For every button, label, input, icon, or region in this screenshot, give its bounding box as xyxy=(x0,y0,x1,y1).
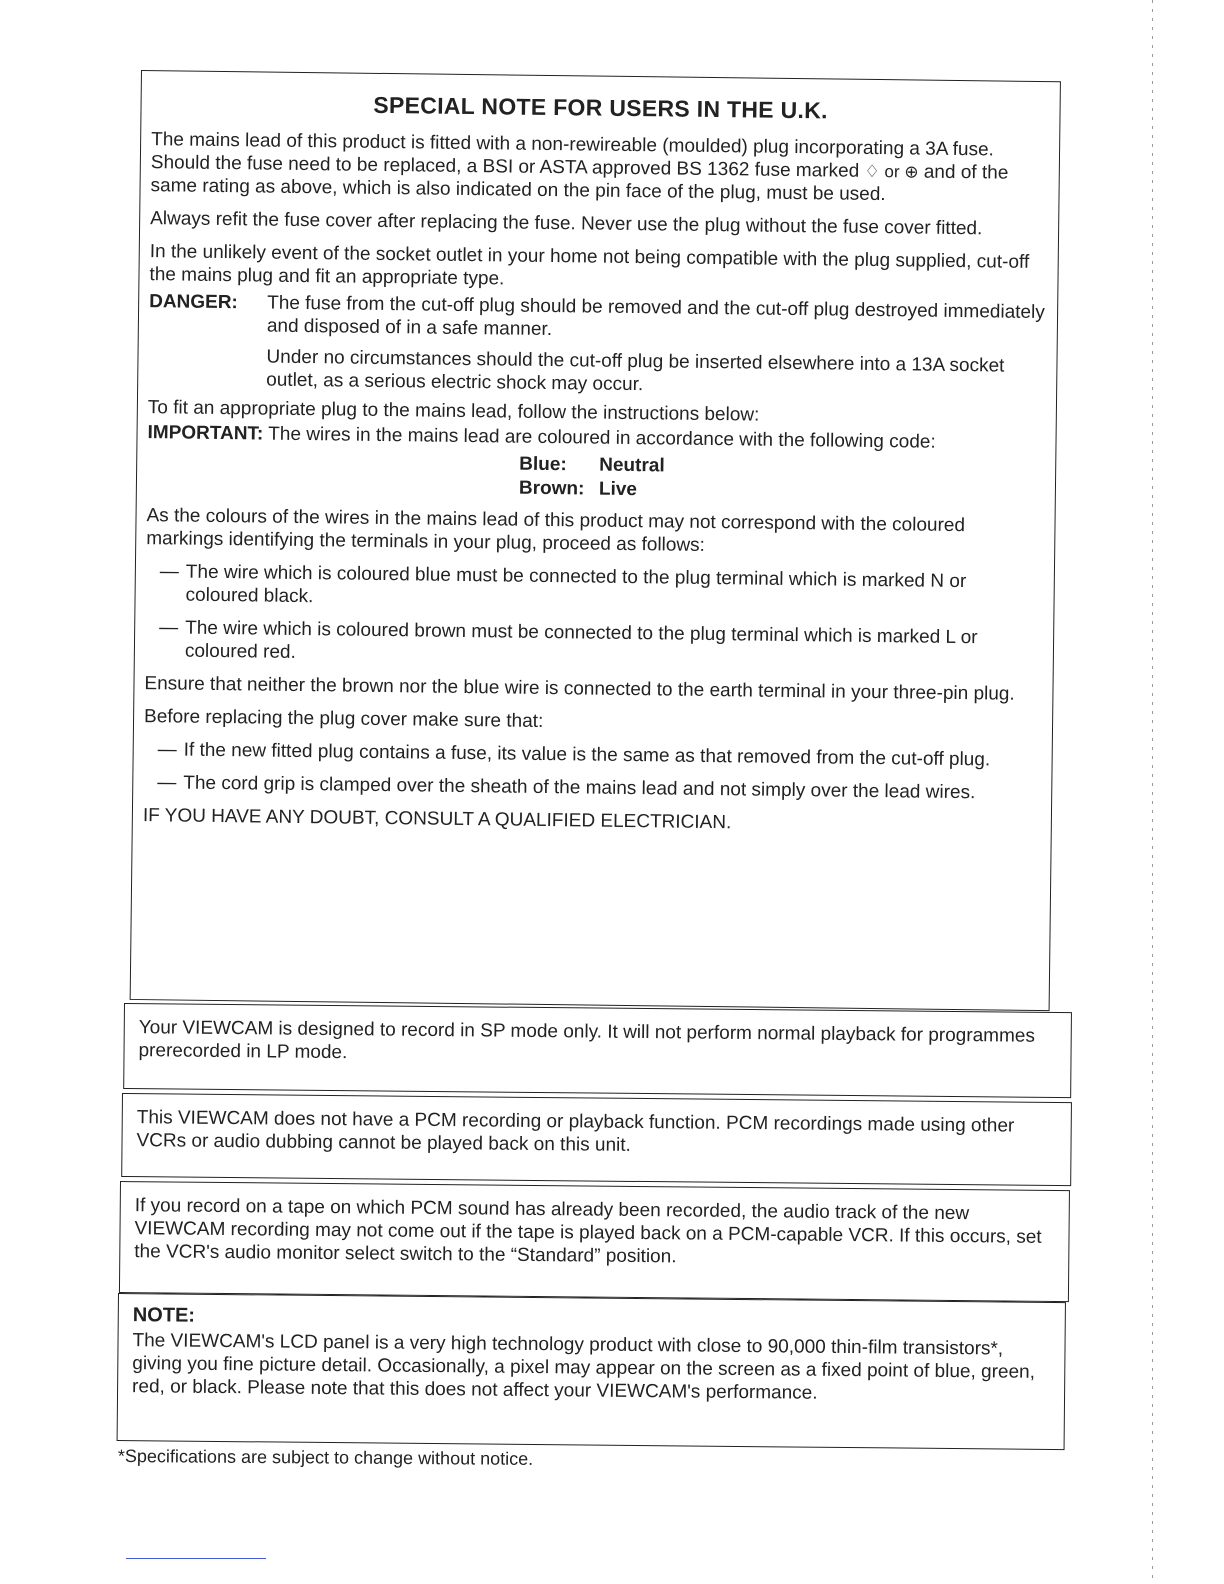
wire-colour: Brown: xyxy=(518,477,585,500)
danger-text-1: The fuse from the cut-off plug should be removed and the cut-off plug destroyed immediately and disposed of in a safe manner. xyxy=(266,292,1045,341)
dash-item xyxy=(157,771,1039,805)
dash-item xyxy=(159,560,1041,617)
pcm-recording-note-box xyxy=(119,1181,1070,1302)
uk-special-note-box xyxy=(130,70,1061,1011)
sp-mode-note: Your VIEWCAM is designed to record in SP mode only. It will not perform normal playback for programmes prerecorded in LP mode. xyxy=(138,1017,1036,1064)
fuse-paragraph xyxy=(150,128,1047,208)
fuse-cover-paragraph: Always refit the fuse cover after replacing the fuse. Never use the plug without the fuse cover fitted. xyxy=(150,208,983,240)
dash-glyph: — xyxy=(159,617,179,639)
fuse-paragraph-text: The mains lead of this product is fitted with a non-rewireable (moulded) plug incorporating a 3A fuse. Should the fuse need to be replaced, a BSI or ASTA approved BS 1362 fuse marked xyxy=(150,129,995,182)
dash-item xyxy=(158,738,1040,772)
lcd-note-text: The VIEWCAM's LCD panel is a very high technology product with close to 90,000 thin-film transistors*, giving you fine picture detail. Occasionally, a pixel may appear on the screen as a fixed point of blue, green, red, or black. Please note that this does not affect your VIEWCAM's performance. xyxy=(132,1330,1036,1404)
dash-item xyxy=(159,616,1041,673)
uk-note-title: SPECIAL NOTE FOR USERS IN THE U.K. xyxy=(373,91,828,124)
fuse-paragraph-cont: and of the same rating as above, which is also indicated on the pin face of the plug, must be used. xyxy=(150,161,1009,206)
dash-glyph: — xyxy=(159,561,179,583)
danger-text-2: Under no circumstances should the cut-off plug be inserted elsewhere into a 13A socket outlet, as a serious electric shock may occur. xyxy=(266,346,1005,396)
lcd-note-box xyxy=(117,1293,1066,1450)
sp-mode-note-box xyxy=(123,1003,1072,1098)
wire-colour-code xyxy=(147,448,1044,507)
scan-edge-line xyxy=(1152,0,1153,1584)
approval-marks-icon: ♢ or ⊕ xyxy=(864,161,919,182)
pcm-note-box xyxy=(121,1093,1072,1186)
dash-item-blue: The wire which is coloured blue must be connected to the plug terminal which is marked N or coloured black. xyxy=(185,561,967,608)
colours-paragraph: As the colours of the wires in the mains lead of this product may not correspond with the coloured markings identifying the terminals in your plug, proceed as follows: xyxy=(146,505,966,556)
important-text: The wires in the mains lead are coloured in accordance with the following code: xyxy=(268,423,936,453)
wire-colour: Blue: xyxy=(519,453,567,476)
fit-plug-paragraph: To fit an appropriate plug to the mains lead, follow the instructions below: xyxy=(147,397,760,426)
socket-paragraph: In the unlikely event of the socket outlet in your home not being compatible with the plug supplied, cut-off the mains plug and fit an appropriate type. xyxy=(149,241,1030,290)
wire-meaning: Neutral xyxy=(599,454,665,477)
danger-label: DANGER: xyxy=(149,291,238,314)
bottom-rule xyxy=(126,1558,266,1559)
dash-item-cord-grip: The cord grip is clamped over the sheath of the mains lead and not simply over the lead wires. xyxy=(183,772,976,804)
important-label: IMPORTANT: xyxy=(147,422,264,445)
consult-electrician: IF YOU HAVE ANY DOUBT, CONSULT A QUALIFIED ELECTRICIAN. xyxy=(142,805,732,834)
dash-item-fuse-value: If the new fitted plug contains a fuse, its value is the same as that removed from the cut-off plug. xyxy=(183,739,991,771)
dash-glyph: — xyxy=(157,772,177,794)
before-replacing-paragraph: Before replacing the plug cover make sure that: xyxy=(143,706,544,732)
dash-item-brown: The wire which is coloured brown must be connected to the plug terminal which is marked L or coloured red. xyxy=(184,617,978,663)
lcd-note-heading: NOTE: xyxy=(132,1304,196,1327)
earth-paragraph: Ensure that neither the brown nor the blue wire is connected to the earth terminal in your three-pin plug. xyxy=(144,673,1015,705)
specifications-footnote: *Specifications are subject to change without notice. xyxy=(117,1446,534,1469)
wire-meaning: Live xyxy=(598,478,638,501)
dash-glyph: — xyxy=(157,739,177,761)
danger-section xyxy=(148,290,1045,401)
pcm-note: This VIEWCAM does not have a PCM recording or playback function. PCM recordings made using other VCRs or audio dubbing cannot be played back on this unit. xyxy=(136,1107,1015,1156)
pcm-recording-note: If you record on a tape on which PCM sound has already been recorded, the audio track of the new VIEWCAM recording may not come out if the tape is played back on a PCM-capable VCR. If this occurs, set the VCR's audio monitor select switch to the “Standard” position. xyxy=(134,1195,1042,1268)
